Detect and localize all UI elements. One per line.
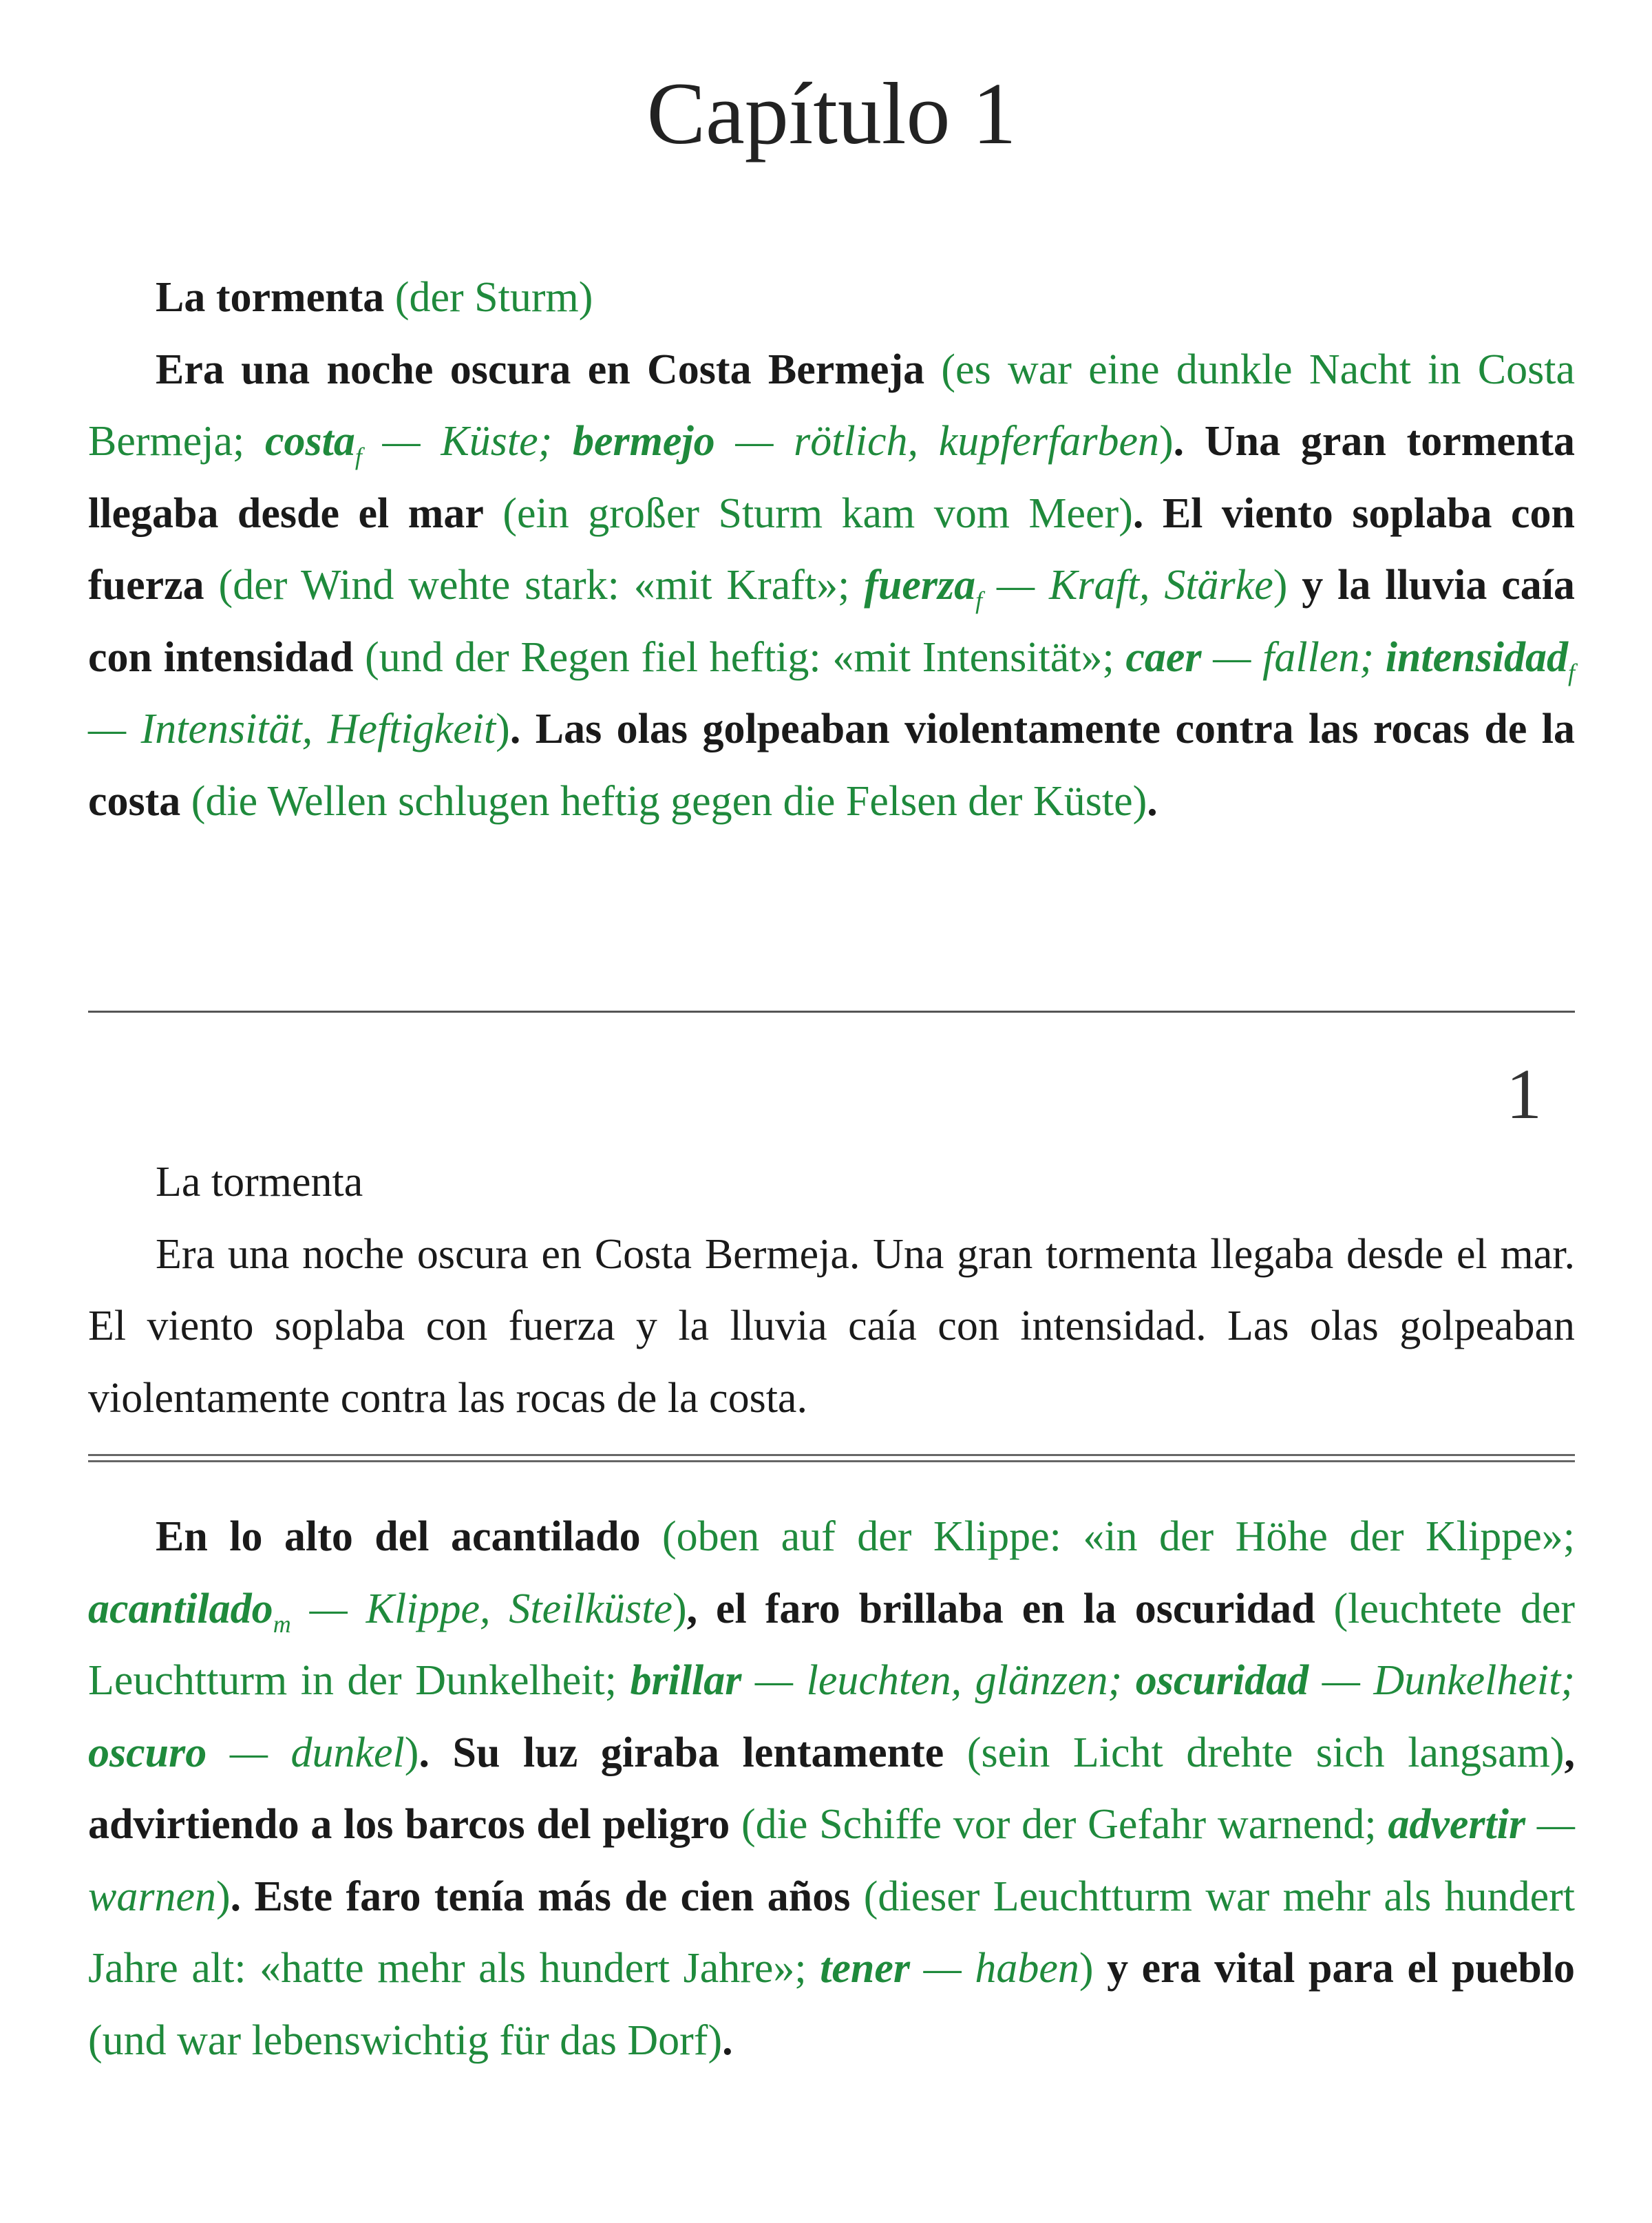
vocab-translation: — Dunkelheit; <box>1309 1657 1576 1704</box>
paragraph <box>88 1501 1575 2076</box>
vocab-translation: — leuchten, glänzen; <box>741 1657 1136 1704</box>
german-gloss: (leuchtete der Leuchtturm in der Dunkelheit; <box>88 1585 1575 1704</box>
spanish-text: En lo alto del acantilado <box>156 1513 641 1560</box>
german-gloss: (es war eine dunkle Nacht in Costa Bermeja; <box>88 346 1575 465</box>
bilingual-section-1 <box>88 262 1575 837</box>
vocab-term: fuerza <box>864 562 976 609</box>
german-gloss: ) <box>496 706 510 752</box>
vocab-translation: — haben <box>910 1945 1079 1992</box>
spanish-text: Era una noche oscura en Costa Bermeja <box>156 346 925 393</box>
german-gloss: (dieser Leuchtturm war mehr als hundert Jahre alt: «hatte mehr als hundert Jahre»; <box>88 1873 1575 1992</box>
german-gloss: (der Sturm) <box>384 274 593 321</box>
plain-text-section <box>88 1146 1575 1434</box>
vocab-translation: — Intensität, Heftigkeit <box>88 706 496 752</box>
german-gloss: (die Wellen schlugen heftig gegen die Felsen der Küste) <box>180 777 1147 825</box>
german-gloss: (und der Regen fiel heftig: «mit Intensität»; <box>353 633 1126 681</box>
vocab-translation: — dunkel <box>206 1729 405 1776</box>
vocab-term: acantilado <box>88 1585 273 1632</box>
double-section-divider <box>88 1454 1575 1462</box>
vocab-translation: — warnen <box>88 1801 1575 1920</box>
spanish-text: , advirtiendo a los barcos del peligro <box>88 1729 1575 1848</box>
plain-text: Era una noche oscura en Costa Bermeja. Una gran tormenta llegaba desde el mar. El viento soplaba con fuerza y la lluvia caía con intensidad. Las olas golpeaban violentamente contra las rocas de la costa. <box>88 1230 1575 1422</box>
vocab-term: oscuridad <box>1135 1657 1309 1704</box>
vocab-term: caer <box>1125 633 1202 681</box>
vocab-term: oscuro <box>88 1729 207 1776</box>
spanish-text: . Las olas golpeaban violentamente contra las rocas de la costa <box>88 706 1576 825</box>
spanish-text: . Este faro tenía más de cien años <box>230 1873 851 1920</box>
german-gloss: ) <box>216 1873 231 1920</box>
german-gloss: (sein Licht drehte sich langsam) <box>944 1729 1565 1776</box>
spanish-text: . <box>1147 777 1158 825</box>
german-gloss: ) <box>1079 1945 1094 1992</box>
spanish-text: . Una gran tormenta llegaba desde el mar <box>88 418 1576 537</box>
vocab-term: bermejo <box>573 418 715 465</box>
german-gloss: ) <box>1273 562 1288 609</box>
paragraph <box>88 1219 1575 1435</box>
spanish-text: . El viento soplaba con fuerza <box>88 489 1575 609</box>
gender-marker: m <box>273 1610 291 1638</box>
german-gloss: (ein großer Sturm kam vom Meer) <box>483 489 1133 537</box>
spanish-text: y la lluvia caía con intensidad <box>88 562 1576 681</box>
spanish-text: , el faro brillaba en la oscuridad <box>686 1585 1315 1632</box>
german-gloss: ) <box>672 1585 687 1632</box>
vocab-translation: — Kraft, Stärke <box>982 562 1273 609</box>
page-number: 1 <box>1506 1055 1542 1134</box>
spanish-text: La tormenta <box>156 274 385 321</box>
vocab-translation: — fallen; <box>1201 633 1386 681</box>
gender-marker: f <box>1567 658 1575 686</box>
spanish-text: y era vital para el pueblo <box>1093 1945 1576 1992</box>
gender-marker: f <box>975 587 983 614</box>
bilingual-section-2 <box>88 1501 1575 2076</box>
chapter-title: Capítulo 1 <box>646 65 1017 162</box>
vocab-term: advertir <box>1388 1801 1526 1848</box>
spanish-text: . Su luz giraba lentamente <box>419 1729 944 1776</box>
spanish-text: . <box>722 2016 733 2064</box>
vocab-term: costa <box>264 418 355 465</box>
paragraph <box>88 1146 1575 1219</box>
plain-text: La tormenta <box>156 1159 363 1205</box>
german-gloss: (und war lebenswichtig für das Dorf) <box>88 2016 723 2064</box>
paragraph <box>88 334 1575 838</box>
german-gloss: ) <box>404 1729 419 1776</box>
vocab-translation: — rötlich, kupferfarben <box>714 418 1159 465</box>
german-gloss: (der Wind wehte stark: «mit Kraft»; <box>204 562 865 609</box>
german-gloss: (oben auf der Klippe: «in der Höhe der Klippe»; <box>640 1513 1575 1560</box>
vocab-translation: — Küste; <box>361 418 573 465</box>
vocab-term: brillar <box>630 1657 742 1704</box>
german-gloss: (die Schiffe vor der Gefahr warnend; <box>730 1801 1388 1848</box>
paragraph <box>88 262 1575 334</box>
vocab-translation: — Klippe, Steilküste <box>290 1585 673 1632</box>
section-divider <box>88 1011 1575 1013</box>
german-gloss: ) <box>1159 418 1174 465</box>
gender-marker: f <box>354 443 362 470</box>
vocab-term: tener <box>820 1945 911 1992</box>
vocab-term: intensidad <box>1385 633 1568 681</box>
